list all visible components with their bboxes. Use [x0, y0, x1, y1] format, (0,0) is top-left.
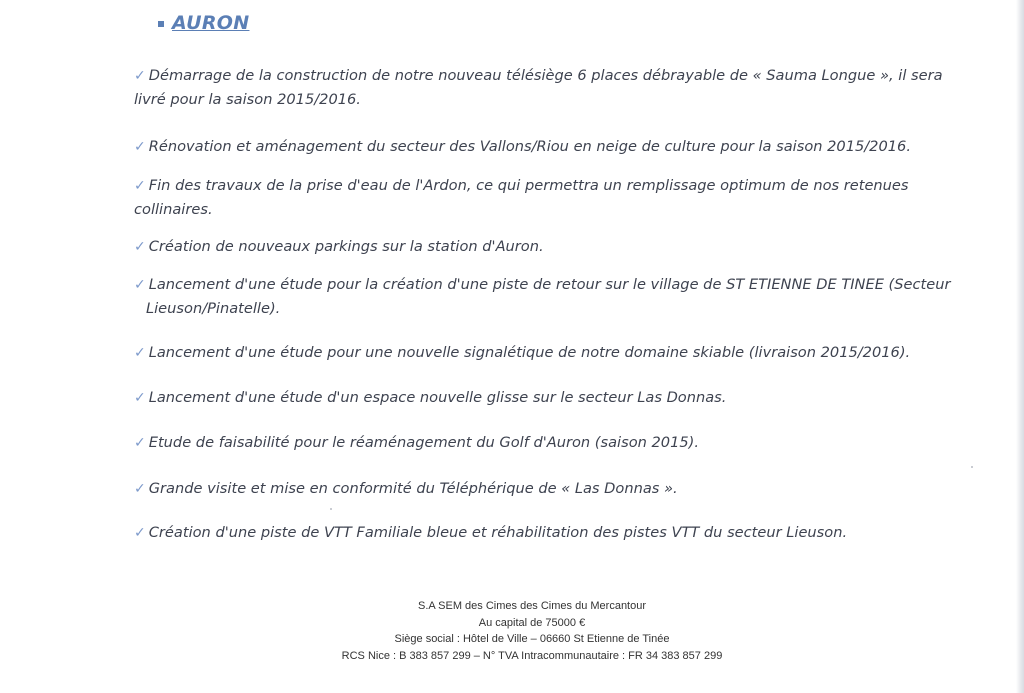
list-item: [134, 521, 977, 545]
list-item: [134, 341, 977, 365]
list-item-text: Création d'une piste de VTT Familiale bleue et réhabilitation des pistes VTT du secteur Lieuson.: [148, 524, 848, 541]
company-footer: [0, 598, 1024, 664]
list-item: [134, 386, 977, 410]
checkmark-icon: ✓: [134, 178, 146, 194]
list-item-text: livré pour la saison 2015/2016.: [134, 91, 361, 108]
list-item-text: Etude de faisabilité pour le réaménagement du Golf d'Auron (saison 2015).: [148, 434, 699, 451]
list-item: [134, 235, 977, 259]
list-item-text: collinaires.: [134, 201, 213, 218]
list-item-text: Lancement d'une étude d'un espace nouvelle glisse sur le secteur Las Donnas.: [148, 389, 727, 406]
checkmark-icon: ✓: [134, 139, 146, 155]
page-edge-shadow: [1016, 0, 1024, 693]
list-item-text: Création de nouveaux parkings sur la station d'Auron.: [148, 238, 544, 255]
footer-company-name: S.A SEM des Cimes des Cimes du Mercantour: [417, 600, 647, 612]
section-title: AURON: [172, 12, 250, 34]
list-item: [134, 135, 977, 159]
footer-registration: RCS Nice : B 383 857 299 – N° TVA Intracommunautaire : FR 34 383 857 299: [341, 649, 723, 662]
list-item-text: Lieuson/Pinatelle).: [146, 300, 281, 317]
list-item: [134, 64, 977, 111]
footer-capital: Au capital de 75000 €: [478, 616, 586, 629]
section-heading: [158, 12, 249, 34]
checkmark-icon: ✓: [134, 239, 146, 255]
square-bullet-icon: [158, 21, 164, 27]
checkmark-icon: ✓: [134, 481, 146, 497]
checkmark-icon: ✓: [134, 525, 146, 541]
list-item-text: Lancement d'une étude pour une nouvelle signalétique de notre domaine skiable (livraison 2015/2016).: [148, 344, 911, 361]
list-item-text: Lancement d'une étude pour la création d'une piste de retour sur le village de ST ETIENNE DE TINEE (Secteur: [148, 276, 951, 293]
checkmark-icon: ✓: [134, 345, 146, 361]
checkmark-icon: ✓: [134, 390, 146, 406]
checkmark-icon: ✓: [134, 435, 146, 451]
list-item: [134, 273, 977, 320]
list-item-text: Fin des travaux de la prise d'eau de l'Ardon, ce qui permettra un remplissage optimum de nos retenues: [148, 177, 909, 194]
footer-head-office: Siège social : Hôtel de Ville – 06660 St Etienne de Tinée: [394, 633, 670, 645]
list-item: [134, 431, 977, 455]
list-item-text: Rénovation et aménagement du secteur des Vallons/Riou en neige de culture pour la saison 2015/2016.: [148, 138, 911, 155]
checkmark-icon: ✓: [134, 277, 146, 293]
scan-speck: [330, 508, 332, 510]
list-item: [134, 477, 977, 501]
list-item: [134, 174, 977, 221]
scan-speck: [971, 466, 973, 468]
checkmark-icon: ✓: [134, 68, 146, 84]
list-item-text: Démarrage de la construction de notre nouveau télésiège 6 places débrayable de « Sauma Longue », il sera: [148, 67, 943, 84]
list-item-text: Grande visite et mise en conformité du Téléphérique de « Las Donnas ».: [148, 480, 678, 497]
